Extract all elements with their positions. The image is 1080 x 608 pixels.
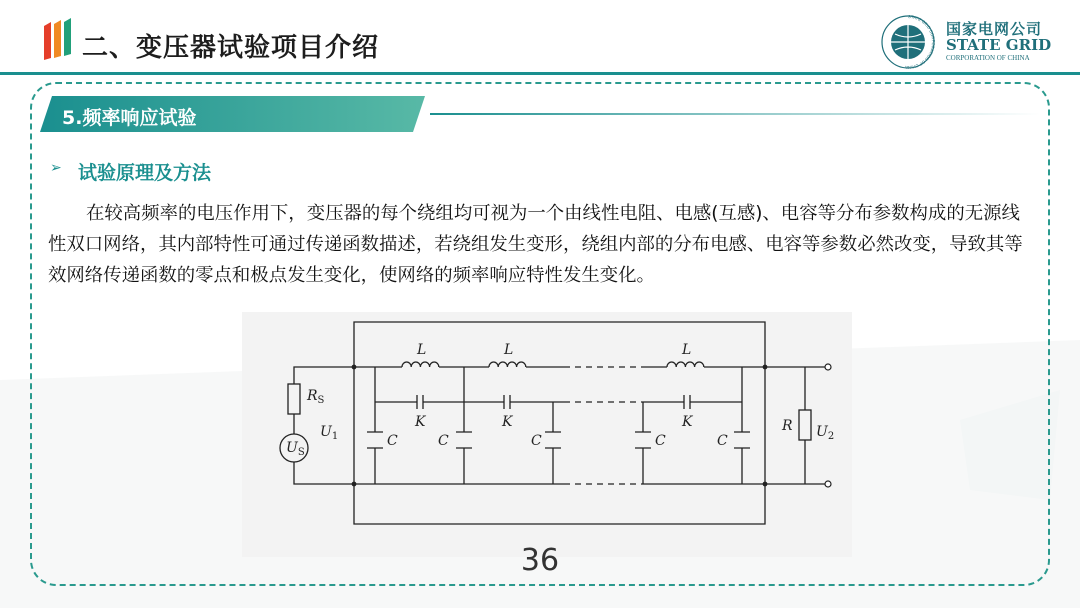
page-title: 二、变压器试验项目介绍	[82, 33, 380, 63]
inductor-3	[667, 362, 704, 367]
l-label-1: L	[417, 342, 427, 358]
k-label-3: K	[682, 414, 693, 430]
output-terminal-top	[825, 364, 831, 370]
r-label: R	[782, 418, 793, 434]
c-label-3: C	[531, 433, 542, 449]
rs-label: R	[307, 388, 318, 404]
section-divider	[430, 113, 1040, 115]
l-label-3: L	[682, 342, 692, 358]
rs-resistor	[288, 384, 300, 414]
k-label-1: K	[415, 414, 426, 430]
svg-text:U1	[320, 424, 338, 442]
us-label: U	[286, 440, 298, 456]
node-dot	[352, 365, 357, 370]
k-label-2: K	[502, 414, 513, 430]
circuit-svg	[242, 312, 852, 557]
u2-sub: 2	[827, 431, 835, 442]
title-marker-icon	[42, 18, 72, 60]
logo-chinese-name: 国家电网公司	[946, 20, 1043, 38]
us-sub: S	[297, 447, 305, 458]
node-dot	[352, 482, 357, 487]
inductor-2	[489, 362, 526, 367]
section-label: 5.频率响应试验	[62, 107, 197, 129]
state-grid-logo	[880, 14, 1070, 70]
node-dot	[763, 365, 768, 370]
u2-label: U	[816, 424, 828, 440]
c-label-4: C	[655, 433, 666, 449]
logo-ring-text: STATE GRID CORPORATION OF CHINA	[904, 14, 936, 70]
logo-subtitle: CORPORATION OF CHINA	[946, 54, 1030, 62]
page-number: 36	[520, 543, 560, 578]
output-terminal-bottom	[825, 481, 831, 487]
svg-text:US	[286, 440, 305, 458]
r-load	[799, 410, 811, 440]
svg-text:U2	[816, 424, 834, 442]
l-label-2: L	[504, 342, 514, 358]
circuit-diagram	[242, 312, 852, 557]
header	[0, 0, 1080, 76]
node-dot	[763, 482, 768, 487]
subheading: 试验原理及方法	[78, 162, 212, 184]
u1-label: U	[320, 424, 332, 440]
c-label-2: C	[438, 433, 449, 449]
state-grid-globe-icon	[880, 14, 936, 70]
svg-text:RS	[306, 388, 325, 406]
arrow-bullet-icon: ➢	[50, 160, 62, 176]
c-label-5: C	[717, 433, 728, 449]
logo-english-name: STATE GRID	[946, 36, 1052, 54]
header-divider	[0, 72, 1080, 75]
body-paragraph: 在较高频率的电压作用下，变压器的每个绕组均可视为一个由线性电阻、电感(互感)、电容等分布参数构成的无源线性双口网络，其内部特性可通过传递函数描述，若绕组发生变形，绕组内部的分布电感、电容等参数必然改变，导致其等效网络传递函数的零点和极点发生变化，使网络的频率响应特性发生变化。	[48, 203, 1023, 286]
inductor-1	[402, 362, 439, 367]
rs-sub: S	[317, 395, 325, 406]
c-label-1: C	[387, 433, 398, 449]
c-capacitors	[367, 432, 750, 448]
u1-sub: 1	[331, 431, 339, 442]
